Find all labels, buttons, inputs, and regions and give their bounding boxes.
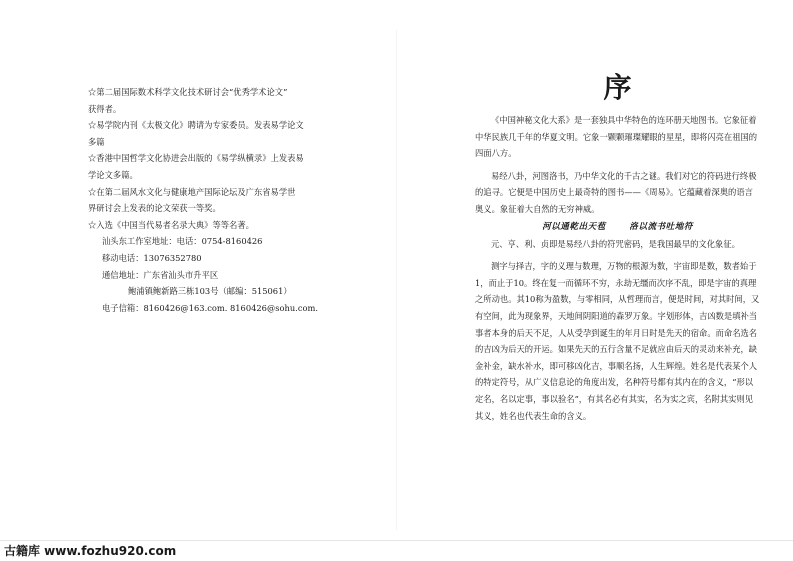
left-line: ☆第二届国际数术科学文化技术研讨会“优秀学术论文” xyxy=(88,87,288,97)
page-gutter xyxy=(396,30,397,530)
left-line: ☆入选《中国当代易者名录大典》等等名著。 xyxy=(88,219,254,230)
left-page xyxy=(88,84,378,316)
left-line: 学论文多篇。 xyxy=(88,169,138,180)
preface-paragraph: 《中国神秘文化大系》是一套独具中华特色的连环册天地图书。它象征着中华民族几千年的华夏文明。它象一颗颗璀璨耀眼的星星，即将闪亮在祖国的四面八方。 xyxy=(475,115,758,159)
email-address: 电子信箱：8160426@163.com. 8160426@sohu.com. xyxy=(102,302,318,313)
watermark-text: 古籍库 www.fozhu920.com xyxy=(4,544,177,558)
left-line: ☆香港中国哲学文化协进会出版的《易学纵横录》上发表易 xyxy=(88,153,304,164)
left-line: ☆易学院内刊《太极文化》聘请为专家委员。发表易学论文 xyxy=(88,120,304,131)
couplet-right: 洛以流书吐地符 xyxy=(629,221,693,232)
preface-paragraph: 测字与择吉，字的义理与数理，万物的根源为数，宇宙即是数，数者始于1，而止于10。终在复一而循环不穷，永劫无缰而次序不乱，即是宇宙的真理之所动也。其10称为盈数，与零相同，从哲理而言，便是时间，对其时间，又有空间，此为现象界，天地间阴阳道的森罗万象。字划形体，吉凶数是填补当事者本身的后天不足，人从受孕到诞生的年月日时是先天的宿命。而命名选名的吉凶为后天的开运。如果先天的五行含量不足就应由后天的灵动来补充，缺金补金，缺水补水，即可移凶化吉，事顺名扬，人生辉煌。姓名是代表某个人的特定符号，从广义信息论的角度出发，名种符号都有其内在的含义，“形以定名，名以定事，事以验名”，有其名必有其实，名为实之宾，名附其实则见其义，姓名也代表生命的含义。 xyxy=(475,261,760,421)
left-line: ☆在第二届风水文化与健康地产国际论坛及广东省易学世 xyxy=(88,186,296,197)
page-title: 序 xyxy=(603,71,632,104)
left-line: 多篇 xyxy=(88,136,105,147)
studio-address: 汕头东工作室地址：电话：0754-8160426 xyxy=(102,236,263,247)
mailing-address-line2: 鲍浦镇鲍新路三栋103号（邮编：515061） xyxy=(128,286,292,297)
preface-paragraph: 元、亨、利、贞即是易经八卦的符咒密码，是我国最早的文化象征。 xyxy=(491,238,740,249)
couplet-left: 河以通乾出天苞 xyxy=(542,221,606,232)
watermark-footer xyxy=(0,540,793,560)
left-line: 界研讨会上发表的论文荣获一等奖。 xyxy=(88,203,221,214)
right-page xyxy=(475,68,760,424)
preface-paragraph: 易经八卦，河图洛书，乃中华文化的千古之谜。我们对它的符码进行终极的追寻。它便是中国历史上最奇特的图书——《周易》。它蕴藏着深奥的语言奥义。象征着大自然的无穷神威。 xyxy=(475,170,757,214)
mailing-address: 通信地址：广东省汕头市升平区 xyxy=(102,269,219,280)
mobile-phone: 移动电话：13076352780 xyxy=(102,252,202,263)
couplet xyxy=(475,218,760,236)
left-line: 获得者。 xyxy=(88,103,122,114)
